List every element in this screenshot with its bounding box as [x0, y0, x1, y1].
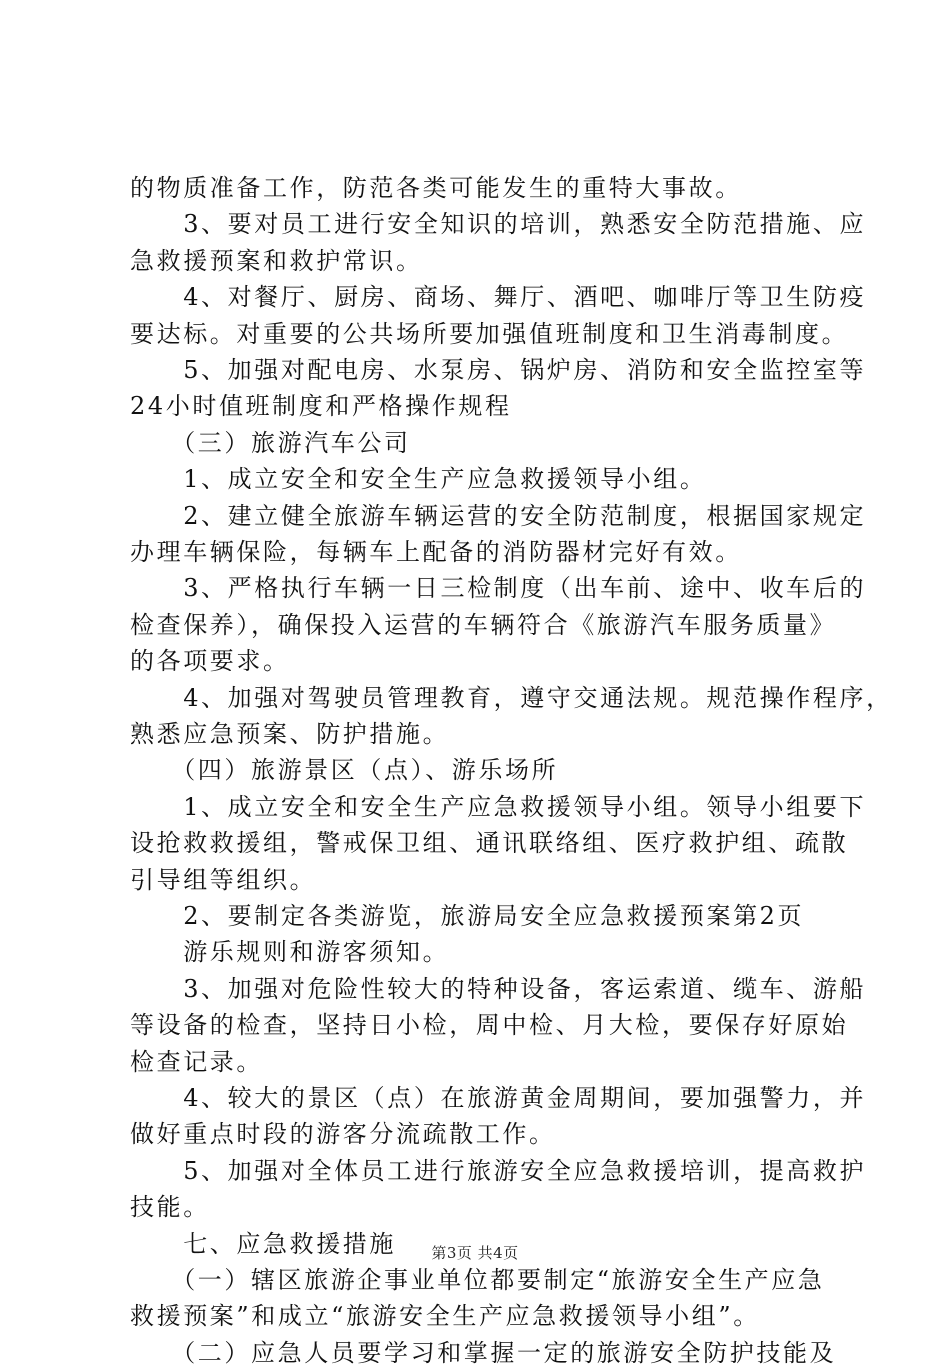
text-line: 做好重点时段的游客分流疏散工作。	[130, 1120, 556, 1149]
text-line: 1、成立安全和安全生产应急救援领导小组。	[130, 465, 707, 494]
text-line: 5、加强对配电房、水泵房、锅炉房、消防和安全监控室等	[130, 356, 867, 384]
text-line: 检查记录。	[130, 1047, 263, 1076]
text-line: 熟悉应急预案、防护措施。	[130, 720, 450, 748]
text-line: 24小时值班制度和严格操作规程	[130, 392, 512, 421]
page-footer: 第3页 共4页	[431, 1244, 519, 1262]
text-line: 3、严格执行车辆一日三检制度（出车前、途中、收车后的	[130, 574, 867, 603]
text-line: 3、要对员工进行安全知识的培训，熟悉安全防范措施、应	[130, 210, 867, 239]
text-line: （四）旅游景区（点）、游乐场所	[130, 756, 559, 785]
text-line: 办理车辆保险，每辆车上配备的消防器材完好有效。	[130, 538, 742, 566]
text-line: 引导组等组织。	[130, 865, 317, 894]
text-line: 急救援预案和救护常识。	[130, 246, 423, 275]
text-line: （一）辖区旅游企事业单位都要制定“旅游安全生产应急	[130, 1266, 825, 1294]
text-line: 5、加强对全体员工进行旅游安全应急救援培训，提高救护	[130, 1156, 867, 1185]
text-line: 4、对餐厅、厨房、商场、舞厅、酒吧、咖啡厅等卫生防疫	[130, 283, 867, 312]
text-line: 设抢救救援组，警戒保卫组、通讯联络组、医疗救护组、疏散	[130, 829, 849, 858]
text-line: 救援预案”和成立“旅游安全生产应急救援领导小组”。	[130, 1302, 760, 1331]
text-line: 游乐规则和游客须知。	[130, 938, 450, 967]
text-line: 技能。	[130, 1193, 210, 1222]
text-line: 2、要制定各类游览，旅游局安全应急救援预案第2页	[130, 902, 805, 930]
text-line: 要达标。对重要的公共场所要加强值班制度和卫生消毒制度。	[130, 319, 849, 348]
text-line: 的物质准备工作，防范各类可能发生的重特大事故。	[130, 174, 742, 202]
text-line: 检查保养），确保投入运营的车辆符合《旅游汽车服务质量》	[130, 610, 837, 639]
text-line: 七、应急救援措施	[130, 1229, 396, 1258]
text-line: （三）旅游汽车公司	[130, 428, 411, 457]
text-line: （二）应急人员要学习和掌握一定的旅游安全防护技能及	[130, 1338, 837, 1367]
text-line: 等设备的检查，坚持日小检，周中检、月大检，要保存好原始	[130, 1011, 849, 1040]
text-line: 的各项要求。	[130, 647, 290, 676]
text-line: 1、成立安全和安全生产应急救援领导小组。领导小组要下	[130, 792, 867, 821]
text-line: 4、加强对驾驶员管理教育，遵守交通法规。规范操作程序，	[130, 683, 893, 712]
text-line: 4、较大的景区（点）在旅游黄金周期间，要加强警力，并	[130, 1084, 867, 1112]
text-line: 3、加强对危险性较大的特种设备，客运索道、缆车、游船	[130, 974, 867, 1003]
text-line: 2、建立健全旅游车辆运营的安全防范制度，根据国家规定	[130, 501, 867, 530]
